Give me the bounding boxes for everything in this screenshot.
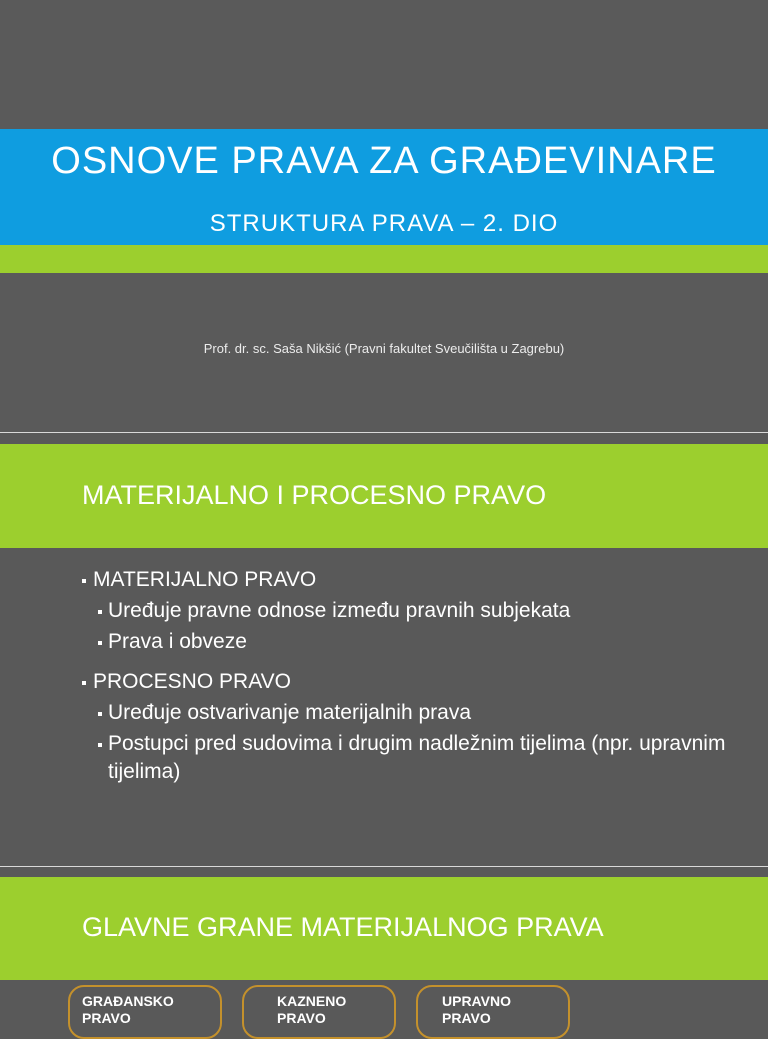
branch-label: KAZNENO PRAVO <box>277 993 347 1026</box>
presentation-title: OSNOVE PRAVA ZA GRAĐEVINARE <box>51 140 717 182</box>
sub-bullet-item: Prava i obveze <box>82 628 752 656</box>
sub-bullet-item: Uređuje ostvarivanje materijalnih prava <box>82 699 752 727</box>
slide-2-heading: MATERIJALNO I PROCESNO PRAVO <box>82 480 547 510</box>
author-line: Prof. dr. sc. Saša Nikšić (Pravni fakultet Sveučilišta u Zagrebu) <box>203 341 565 356</box>
bullet-list <box>82 562 752 786</box>
accent-strip <box>0 245 768 273</box>
slide-divider <box>0 866 768 867</box>
branch-box-administrative <box>416 985 570 1039</box>
bullet-item: MATERIJALNO PRAVO <box>82 566 752 594</box>
bullet-item: PROCESNO PRAVO <box>82 668 752 696</box>
branch-label: UPRAVNO PRAVO <box>442 993 511 1026</box>
slide-3-heading: GLAVNE GRANE MATERIJALNOG PRAVA <box>82 912 604 942</box>
sub-bullet-item: Postupci pred sudovima i drugim nadležnim tijelima (npr. upravnim tijelima) <box>82 730 752 786</box>
branch-label: GRAĐANSKO PRAVO <box>82 993 174 1026</box>
presentation-subtitle: STRUKTURA PRAVA – 2. DIO <box>209 210 559 237</box>
sub-bullet-item: Uređuje pravne odnose između pravnih subjekata <box>82 597 752 625</box>
branch-boxes <box>68 985 768 1024</box>
branch-box-civil <box>68 985 222 1039</box>
branch-box-criminal <box>242 985 396 1039</box>
